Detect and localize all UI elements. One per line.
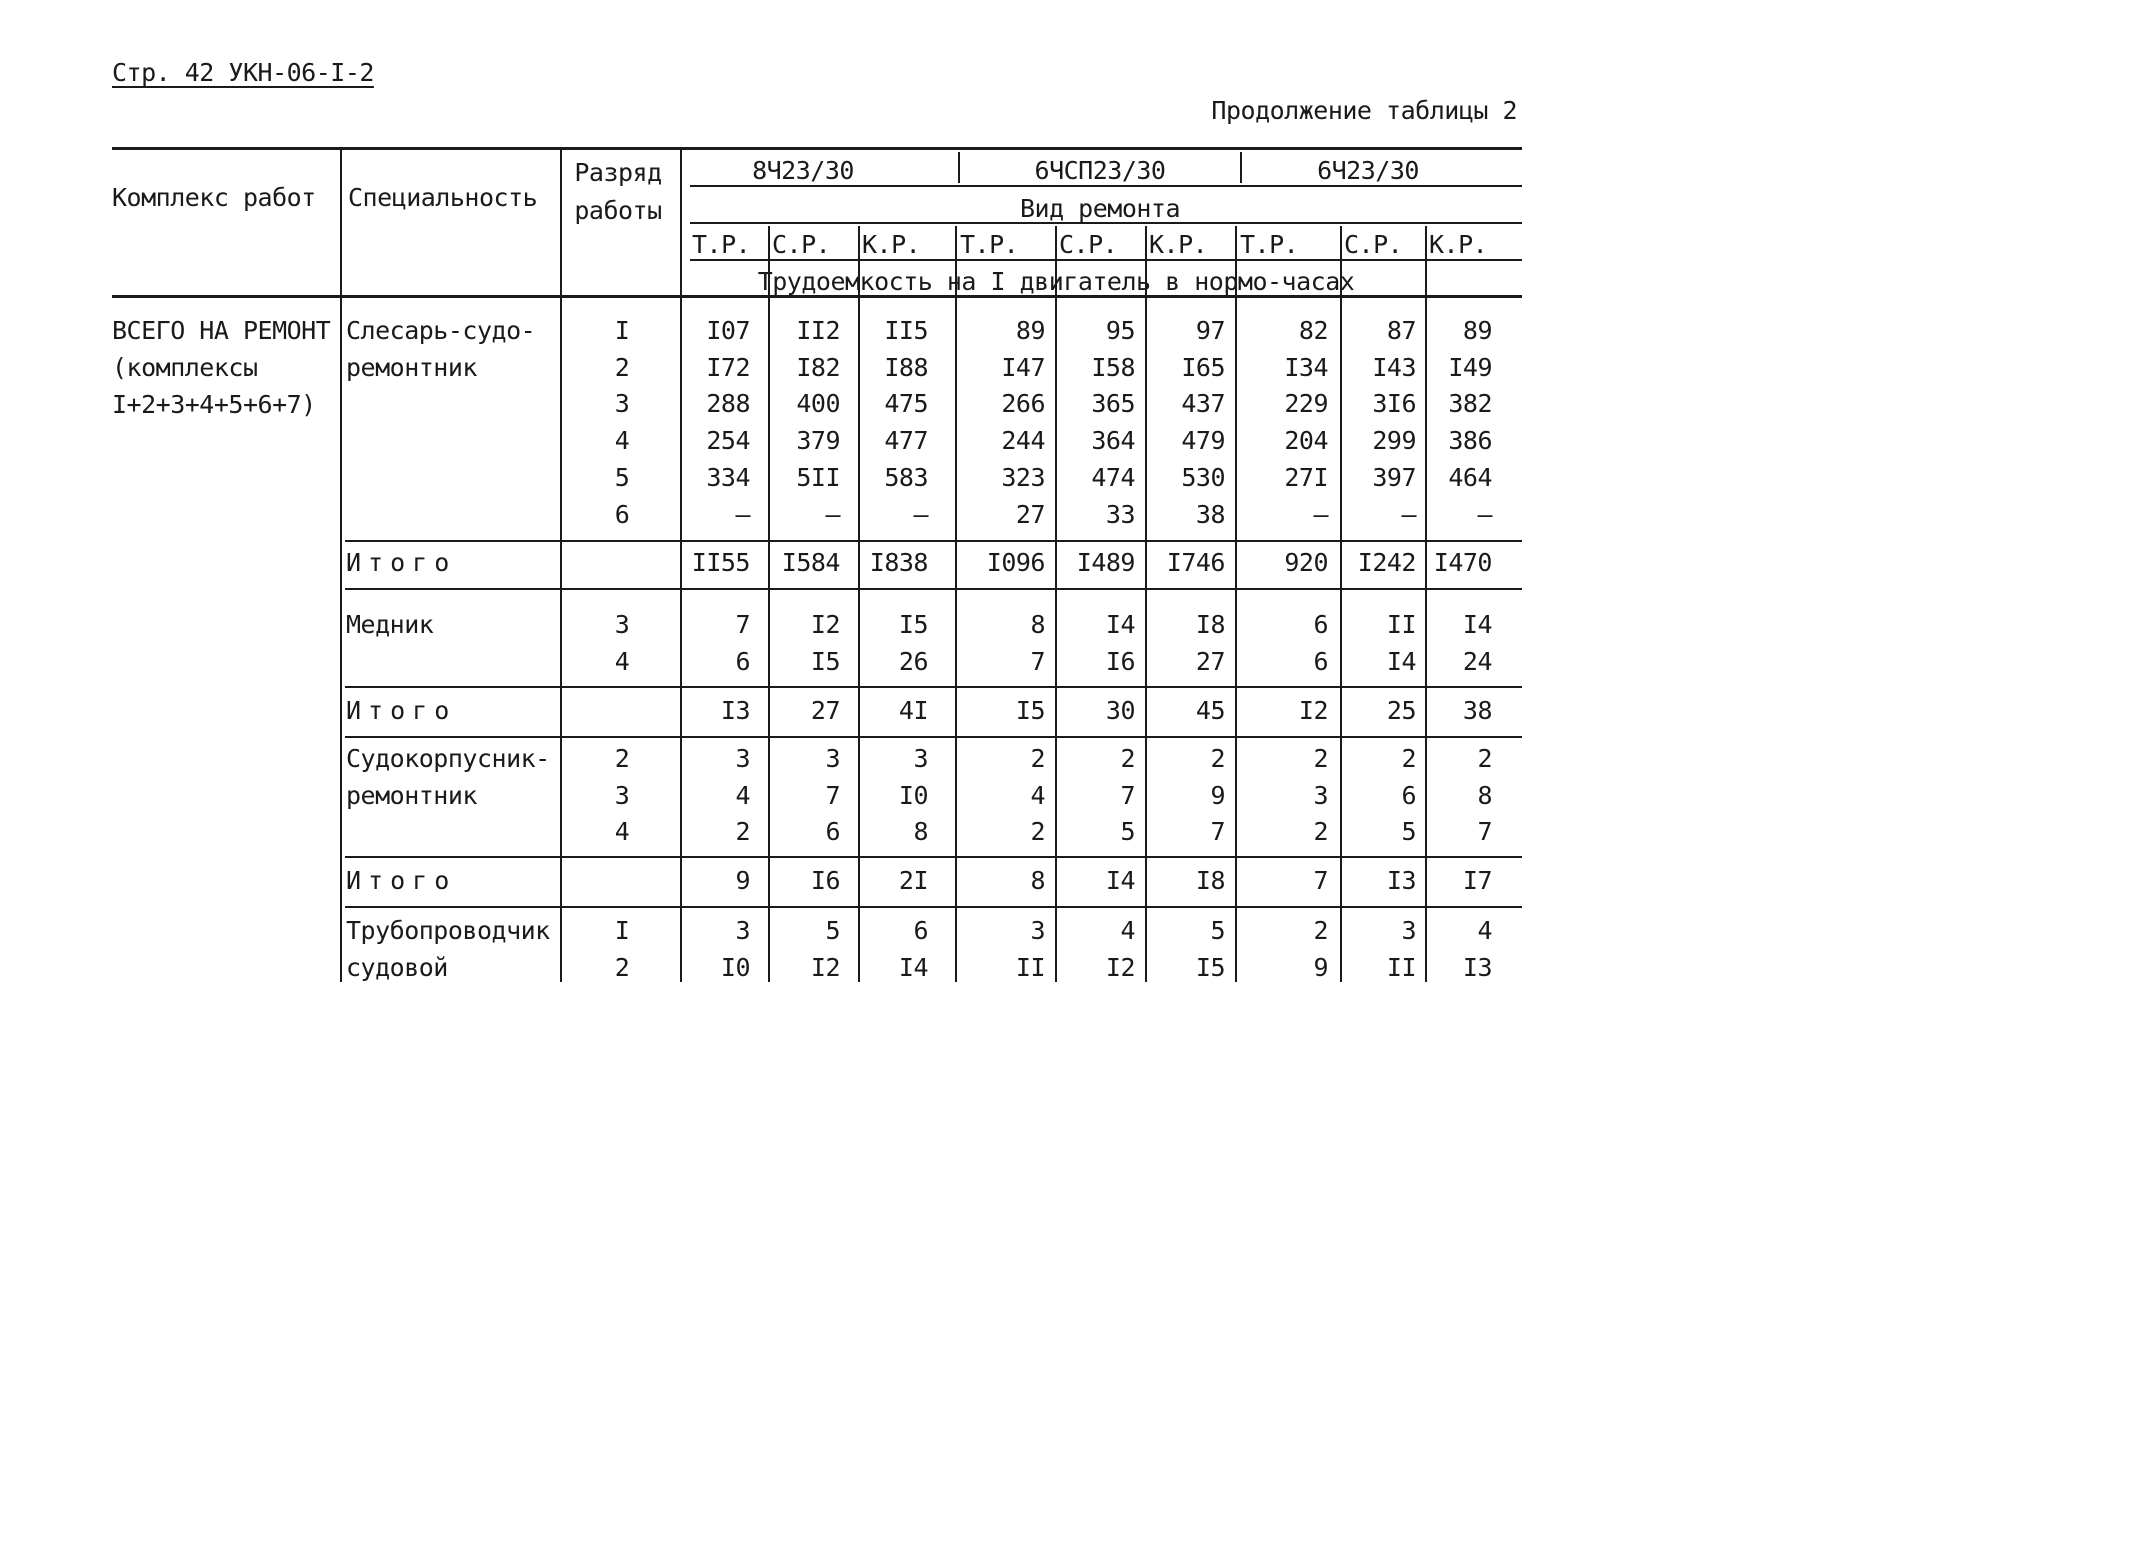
cell-0-5-0: –: [735, 499, 750, 529]
cell-2-0-4: 2: [1120, 744, 1135, 773]
cell-2-1-4: 7: [1120, 780, 1135, 810]
cell-1-1-8: 24: [1462, 646, 1492, 676]
cell-2-0-0: 3: [735, 744, 750, 773]
table-top-rule: [112, 147, 1522, 150]
cell-0-5-8: –: [1477, 499, 1492, 529]
cell-1-0-2: I5: [898, 610, 928, 639]
cell-3-1-6: 9: [1313, 952, 1328, 982]
cell-0-2-8: 382: [1448, 389, 1492, 419]
total-cell-2-6: 7: [1313, 866, 1328, 895]
cell-0-1-2: I88: [884, 352, 928, 382]
specialty-3-line-1: судовой: [346, 953, 448, 982]
total-cell-0-7: I242: [1357, 548, 1416, 577]
total-cell-1-3: I5: [1015, 696, 1045, 725]
cell-2-2-1: 6: [825, 817, 840, 847]
grade-2-1: 3: [614, 780, 630, 810]
cell-0-1-4: I58: [1091, 352, 1135, 382]
labor-intensity-label: Трудоемкость на I двигатель в нормо-часах: [757, 267, 1355, 296]
total-cell-1-5: 45: [1195, 696, 1225, 725]
engine-header-1: 6ЧСП23/30: [1034, 156, 1166, 185]
repair-type-0-0: Т.Р.: [692, 230, 751, 259]
grade-0-4: 5: [614, 462, 630, 492]
cell-2-0-6: 2: [1313, 744, 1328, 773]
total-cell-0-4: I489: [1076, 548, 1135, 577]
cell-0-1-0: I72: [706, 352, 750, 382]
cell-0-2-6: 229: [1284, 389, 1328, 419]
cell-0-5-1: –: [825, 499, 840, 529]
cell-0-0-7: 87: [1386, 316, 1416, 345]
table-continuation-title: Продолжение таблицы 2: [1211, 96, 1517, 125]
cell-2-1-0: 4: [735, 780, 750, 810]
cell-3-1-4: I2: [1105, 952, 1135, 982]
grade-1-0: 3: [614, 610, 630, 639]
total-top-rule-0: [345, 540, 1522, 542]
cell-2-0-5: 2: [1210, 744, 1225, 773]
cell-1-1-0: 6: [735, 646, 750, 676]
cell-0-1-1: I82: [796, 352, 840, 382]
total-cell-0-0: II55: [691, 548, 750, 577]
grade-1-1: 4: [614, 646, 630, 676]
cell-2-0-7: 2: [1401, 744, 1416, 773]
data-column-rule-2: [955, 226, 957, 982]
cell-1-1-1: I5: [810, 646, 840, 676]
cell-2-2-4: 5: [1120, 817, 1135, 847]
complex-label-line-2: I+2+3+4+5+6+7): [112, 390, 316, 419]
cell-2-1-6: 3: [1313, 780, 1328, 810]
cell-0-1-7: I43: [1372, 352, 1416, 382]
repair-type-2-0: Т.Р.: [1240, 230, 1299, 259]
cell-0-2-2: 475: [884, 389, 928, 419]
total-label-2: Итого: [346, 866, 457, 895]
data-column-rule-1: [858, 226, 860, 982]
total-cell-0-1: I584: [781, 548, 840, 577]
cell-0-3-4: 364: [1091, 426, 1135, 456]
data-column-rule-3: [1055, 226, 1057, 982]
data-column-rule-5: [1235, 226, 1237, 982]
cell-3-0-3: 3: [1030, 916, 1045, 945]
cell-2-1-8: 8: [1477, 780, 1492, 810]
cell-0-4-1: 5II: [796, 462, 840, 492]
total-cell-1-8: 38: [1462, 696, 1492, 725]
repair-type-1-1: С.Р.: [1059, 230, 1118, 259]
specialty-1-line-0: Медник: [346, 610, 434, 639]
repair-type-2-2: К.Р.: [1429, 230, 1488, 259]
cell-0-3-8: 386: [1448, 426, 1492, 456]
total-cell-2-5: I8: [1195, 866, 1225, 895]
cell-0-2-5: 437: [1181, 389, 1225, 419]
cell-2-1-3: 4: [1030, 780, 1045, 810]
cell-0-1-8: I49: [1448, 352, 1492, 382]
engine-header-2: 6Ч23/30: [1317, 156, 1419, 185]
cell-1-1-2: 26: [898, 646, 928, 676]
cell-0-5-3: 27: [1015, 499, 1045, 529]
cell-3-1-7: II: [1386, 952, 1416, 982]
cell-0-2-1: 400: [796, 389, 840, 419]
total-cell-0-8: I470: [1433, 548, 1492, 577]
cell-2-0-3: 2: [1030, 744, 1045, 773]
cell-2-1-7: 6: [1401, 780, 1416, 810]
cell-3-0-4: 4: [1120, 916, 1135, 945]
cell-0-0-4: 95: [1105, 316, 1135, 345]
cell-0-3-3: 244: [1001, 426, 1045, 456]
grade-0-2: 3: [614, 389, 630, 419]
cell-0-3-7: 299: [1372, 426, 1416, 456]
cell-3-1-2: I4: [898, 952, 928, 982]
cell-2-0-8: 2: [1477, 744, 1492, 773]
page-reference: Стр. 42 УКН-06-I-2: [112, 58, 374, 87]
cell-0-1-6: I34: [1284, 352, 1328, 382]
cell-3-1-3: II: [1015, 952, 1045, 982]
repair-type-2-1: С.Р.: [1344, 230, 1403, 259]
cell-2-1-1: 7: [825, 780, 840, 810]
cell-2-2-3: 2: [1030, 817, 1045, 847]
cell-0-0-6: 82: [1298, 316, 1328, 345]
cell-1-0-7: II: [1386, 610, 1416, 639]
grade-0-3: 4: [614, 426, 630, 456]
column-rule-0: [340, 149, 342, 982]
cell-0-1-5: I65: [1181, 352, 1225, 382]
data-column-rule-7: [1425, 226, 1427, 982]
cell-0-4-0: 334: [706, 462, 750, 492]
repair-type-0-1: С.Р.: [772, 230, 831, 259]
cell-0-5-5: 38: [1195, 499, 1225, 529]
cell-3-1-1: I2: [810, 952, 840, 982]
cell-0-0-2: II5: [884, 316, 928, 345]
cell-3-0-8: 4: [1477, 916, 1492, 945]
cell-3-0-7: 3: [1401, 916, 1416, 945]
cell-3-0-2: 6: [913, 916, 928, 945]
cell-1-1-4: I6: [1105, 646, 1135, 676]
total-cell-2-4: I4: [1105, 866, 1135, 895]
total-cell-0-2: I838: [869, 548, 928, 577]
cell-3-1-5: I5: [1195, 952, 1225, 982]
column-header-specialty: Специальность: [348, 183, 538, 212]
cell-1-0-8: I4: [1462, 610, 1492, 639]
cell-0-4-8: 464: [1448, 462, 1492, 492]
cell-0-0-5: 97: [1195, 316, 1225, 345]
total-bottom-rule-2: [345, 906, 1522, 908]
total-cell-2-7: I3: [1386, 866, 1416, 895]
cell-0-3-6: 204: [1284, 426, 1328, 456]
cell-3-0-5: 5: [1210, 916, 1225, 945]
repair-type-1-2: К.Р.: [1149, 230, 1208, 259]
cell-1-1-3: 7: [1030, 646, 1045, 676]
cell-2-2-0: 2: [735, 817, 750, 847]
total-cell-1-7: 25: [1386, 696, 1416, 725]
cell-2-2-2: 8: [913, 817, 928, 847]
grade-3-0: I: [614, 916, 630, 945]
cell-2-0-2: 3: [913, 744, 928, 773]
grade-0-1: 2: [614, 352, 630, 382]
cell-0-0-3: 89: [1015, 316, 1045, 345]
grade-2-0: 2: [614, 744, 630, 773]
cell-0-4-3: 323: [1001, 462, 1045, 492]
cell-0-5-2: –: [913, 499, 928, 529]
cell-1-0-6: 6: [1313, 610, 1328, 639]
total-bottom-rule-1: [345, 736, 1522, 738]
cell-2-1-5: 9: [1210, 780, 1225, 810]
engine-header-0: 8Ч23/30: [752, 156, 854, 185]
total-label-1: Итого: [346, 696, 457, 725]
cell-0-3-1: 379: [796, 426, 840, 456]
cell-0-2-4: 365: [1091, 389, 1135, 419]
total-cell-1-6: I2: [1298, 696, 1328, 725]
specialty-3-line-0: Трубопроводчик: [346, 916, 550, 945]
total-cell-0-5: I746: [1166, 548, 1225, 577]
specialty-2-line-0: Судокорпусник-: [346, 744, 550, 773]
cell-0-4-2: 583: [884, 462, 928, 492]
complex-label-line-0: ВСЕГО НА РЕМОНТ: [112, 316, 331, 345]
total-cell-1-2: 4I: [898, 696, 928, 725]
cell-0-0-1: II2: [796, 316, 840, 345]
total-cell-0-3: I096: [986, 548, 1045, 577]
data-column-rule-4: [1145, 226, 1147, 982]
total-cell-2-8: I7: [1462, 866, 1492, 895]
cell-1-1-6: 6: [1313, 646, 1328, 676]
total-cell-1-4: 30: [1105, 696, 1135, 725]
total-cell-2-3: 8: [1030, 866, 1045, 895]
data-column-rule-6: [1340, 226, 1342, 982]
data-column-rule-0: [768, 226, 770, 982]
cell-0-5-4: 33: [1105, 499, 1135, 529]
cell-0-3-2: 477: [884, 426, 928, 456]
cell-3-0-0: 3: [735, 916, 750, 945]
cell-1-0-5: I8: [1195, 610, 1225, 639]
cell-0-5-6: –: [1313, 499, 1328, 529]
total-cell-2-1: I6: [810, 866, 840, 895]
cell-3-1-8: I3: [1462, 952, 1492, 982]
specialty-0-line-0: Слесарь-судо-: [346, 316, 536, 345]
cell-3-0-1: 5: [825, 916, 840, 945]
cell-3-1-0: I0: [720, 952, 750, 982]
grade-0-0: I: [614, 316, 630, 345]
cell-0-4-6: 27I: [1284, 462, 1328, 492]
cell-2-0-1: 3: [825, 744, 840, 773]
cell-0-2-0: 288: [706, 389, 750, 419]
cell-3-0-6: 2: [1313, 916, 1328, 945]
total-label-0: Итого: [346, 548, 457, 577]
cell-1-0-4: I4: [1105, 610, 1135, 639]
cell-0-4-5: 530: [1181, 462, 1225, 492]
total-cell-1-1: 27: [810, 696, 840, 725]
cell-2-2-6: 2: [1313, 817, 1328, 847]
cell-0-0-0: I07: [706, 316, 750, 345]
repair-type-0-2: К.Р.: [862, 230, 921, 259]
column-header-grade-line1: Разряд: [574, 158, 662, 187]
cell-2-2-5: 7: [1210, 817, 1225, 847]
engine-separator-1: [958, 152, 960, 183]
column-header-complex: Комплекс работ: [112, 183, 316, 212]
cell-1-0-0: 7: [735, 610, 750, 639]
cell-0-2-3: 266: [1001, 389, 1045, 419]
total-top-rule-2: [345, 856, 1522, 858]
cell-0-3-5: 479: [1181, 426, 1225, 456]
column-header-grade-line2: работы: [574, 196, 662, 225]
cell-1-0-3: 8: [1030, 610, 1045, 639]
total-bottom-rule-0: [345, 588, 1522, 590]
total-cell-2-0: 9: [735, 866, 750, 895]
cell-0-4-4: 474: [1091, 462, 1135, 492]
repair-type-1-0: Т.Р.: [960, 230, 1019, 259]
engine-separator-2: [1240, 152, 1242, 183]
cell-0-3-0: 254: [706, 426, 750, 456]
repair-type-label: Вид ремонта: [1019, 194, 1181, 223]
specialty-2-line-1: ремонтник: [346, 781, 477, 810]
grade-0-5: 6: [614, 499, 630, 529]
cell-2-1-2: I0: [898, 780, 928, 810]
cell-1-0-1: I2: [810, 610, 840, 639]
total-cell-1-0: I3: [720, 696, 750, 725]
cell-1-1-5: 27: [1195, 646, 1225, 676]
total-top-rule-1: [345, 686, 1522, 688]
complex-label-line-1: (комплексы: [112, 353, 258, 382]
grade-2-2: 4: [614, 817, 630, 847]
cell-0-4-7: 397: [1372, 462, 1416, 492]
cell-2-2-8: 7: [1477, 817, 1492, 847]
cell-0-1-3: I47: [1001, 352, 1045, 382]
grade-3-1: 2: [614, 952, 630, 982]
cell-0-0-8: 89: [1462, 316, 1492, 345]
cell-2-2-7: 5: [1401, 817, 1416, 847]
total-cell-2-2: 2I: [898, 866, 928, 895]
total-cell-0-6: 920: [1284, 548, 1328, 577]
cell-0-2-7: 3I6: [1372, 389, 1416, 419]
cell-0-5-7: –: [1401, 499, 1416, 529]
specialty-0-line-1: ремонтник: [346, 353, 477, 382]
cell-1-1-7: I4: [1386, 646, 1416, 676]
